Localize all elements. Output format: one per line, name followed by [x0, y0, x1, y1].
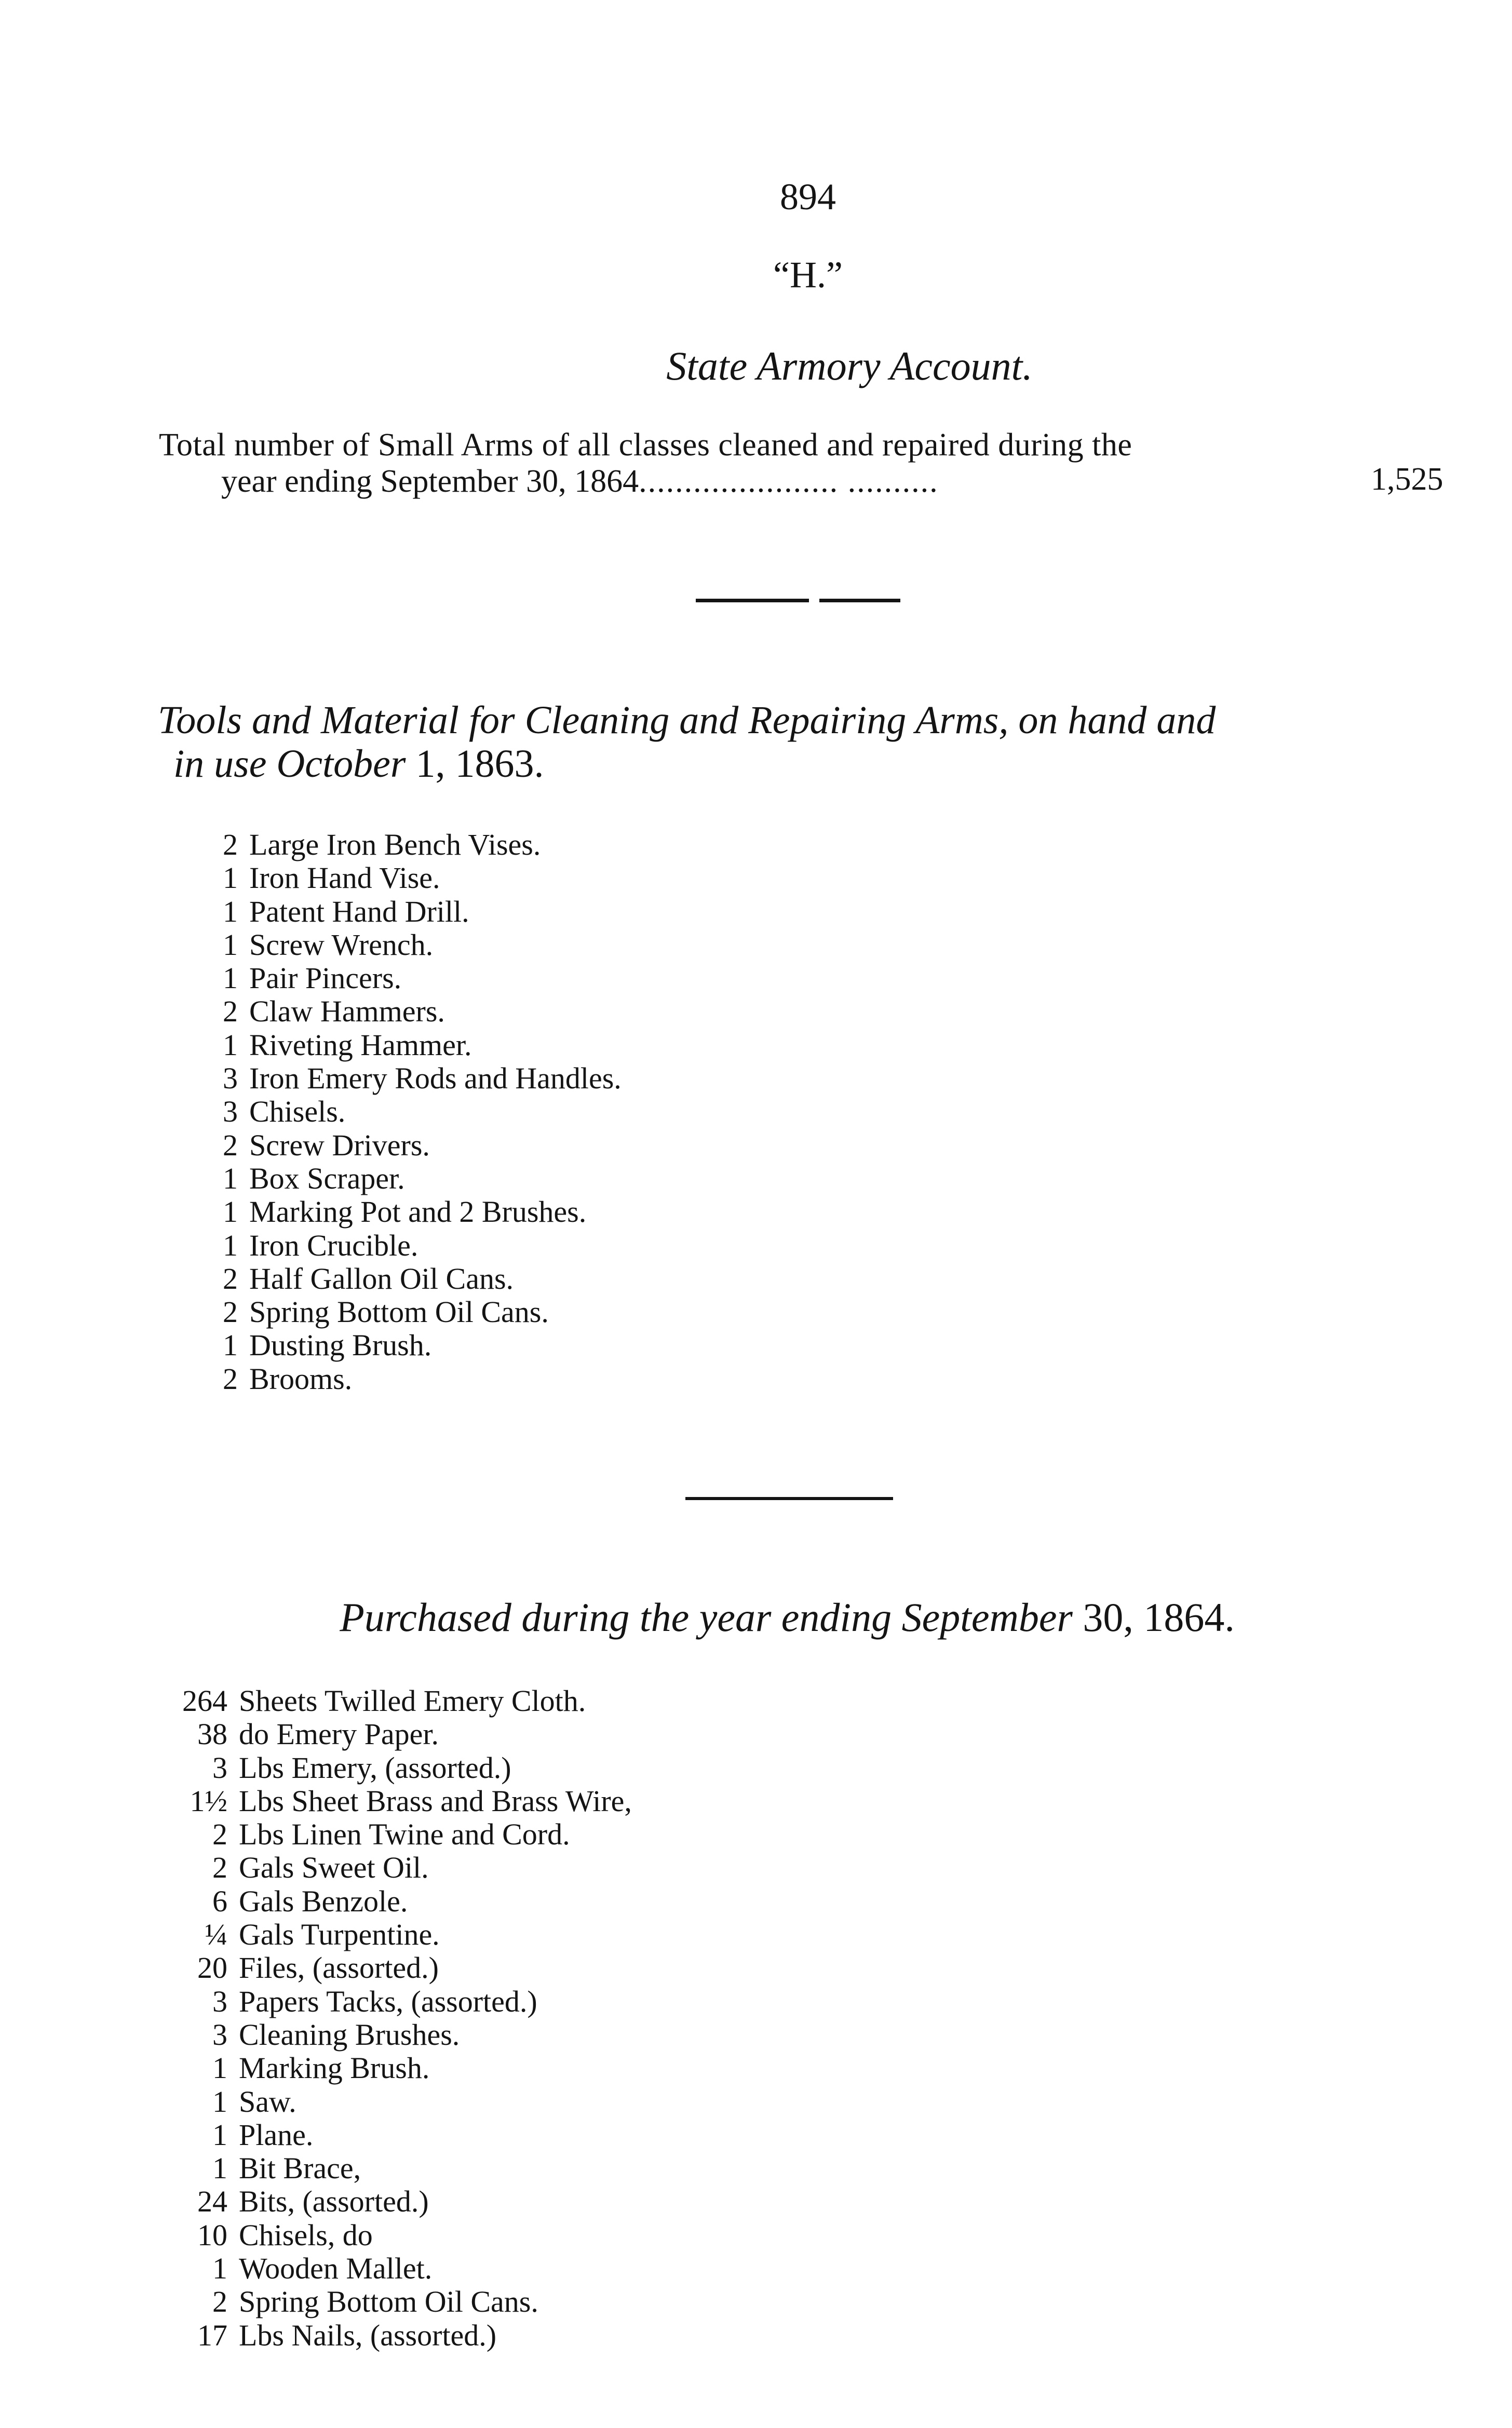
purchased-title-italic: Purchased during the year ending September	[340, 1595, 1073, 1640]
section-divider-rule	[685, 1497, 893, 1500]
list-item	[212, 2051, 632, 2085]
item-description: Files, (assorted.)	[239, 1951, 439, 1985]
item-description: Gals Benzole.	[239, 1884, 408, 1918]
item-description: Iron Hand Vise.	[249, 861, 440, 895]
item-description: Lbs Linen Twine and Cord.	[239, 1817, 570, 1852]
list-item	[197, 1951, 632, 1985]
list-item	[182, 1684, 632, 1718]
item-description: Marking Pot and 2 Brushes.	[249, 1195, 587, 1229]
item-quantity: 3	[223, 1095, 238, 1129]
list-item	[197, 1717, 632, 1751]
section-mark: “H.”	[773, 254, 843, 295]
summary-line-2	[159, 463, 1457, 500]
list-item	[190, 1784, 632, 1818]
item-quantity: 2	[212, 1851, 227, 1885]
tools-title-line-2	[158, 742, 1466, 786]
divider-rule-left	[696, 599, 809, 602]
list-item	[223, 1028, 622, 1062]
item-quantity: 1	[223, 1161, 238, 1195]
list-item	[212, 1884, 632, 1918]
summary-line-2-text: year ending September 30, 1864	[221, 464, 639, 499]
item-quantity: 38	[197, 1717, 227, 1751]
list-item	[212, 1750, 632, 1785]
item-quantity: 6	[212, 1884, 227, 1918]
item-quantity: 2	[212, 2285, 227, 2319]
item-description: Plane.	[239, 2117, 314, 2152]
item-quantity: 24	[197, 2184, 227, 2219]
list-item	[212, 2151, 632, 2186]
item-quantity: 1	[223, 961, 238, 995]
item-quantity: 1	[212, 2084, 227, 2119]
item-description: Cleaning Brushes.	[239, 2017, 460, 2052]
item-description: Pair Pincers.	[249, 961, 402, 995]
list-item	[223, 1195, 622, 1229]
item-quantity: 2	[223, 994, 238, 1029]
item-quantity: 1	[223, 1195, 238, 1229]
item-description: Lbs Sheet Brass and Brass Wire,	[239, 1784, 632, 1818]
list-item	[212, 2251, 632, 2286]
divider-rule-right	[819, 599, 900, 602]
item-quantity: 2	[223, 1128, 238, 1162]
item-quantity: 1	[223, 1328, 238, 1363]
item-quantity: 3	[212, 1984, 227, 2018]
item-quantity: 2	[223, 1361, 238, 1396]
page-number: 894	[780, 176, 836, 218]
total-small-arms-value: 1,525	[1371, 462, 1443, 497]
list-item	[223, 1295, 622, 1329]
item-description: Spring Bottom Oil Cans.	[249, 1295, 549, 1329]
list-item	[197, 2184, 632, 2219]
item-quantity: 17	[197, 2318, 227, 2352]
item-description: Large Iron Bench Vises.	[249, 828, 541, 861]
list-item	[197, 2318, 632, 2352]
item-quantity: 2	[212, 1817, 227, 1852]
item-quantity: 2	[223, 1261, 238, 1296]
item-description: Chisels, do	[239, 2218, 373, 2252]
item-description: Papers Tacks, (assorted.)	[239, 1984, 537, 2018]
item-description: Iron Crucible.	[249, 1228, 419, 1262]
item-description: Saw.	[239, 2084, 296, 2119]
item-quantity: ¼	[205, 1918, 227, 1952]
item-quantity: 2	[223, 828, 238, 861]
item-description: Wooden Mallet.	[239, 2251, 433, 2286]
list-item	[212, 2084, 632, 2119]
item-quantity: 1	[212, 2151, 227, 2186]
item-description: Lbs Emery, (assorted.)	[239, 1750, 511, 1785]
item-description: Lbs Nails, (assorted.)	[239, 2318, 497, 2352]
item-description: Screw Wrench.	[249, 927, 434, 962]
list-item	[197, 2218, 632, 2252]
list-item	[223, 927, 622, 962]
item-quantity: 3	[212, 2017, 227, 2052]
list-item	[212, 1851, 632, 1885]
item-quantity: 264	[182, 1684, 227, 1718]
item-description: Sheets Twilled Emery Cloth.	[239, 1684, 586, 1718]
item-quantity: 1	[223, 861, 238, 895]
tools-list	[223, 828, 622, 1396]
list-item	[212, 2285, 632, 2319]
list-item	[223, 894, 622, 928]
item-quantity: 1½	[190, 1784, 227, 1818]
tools-title-line-1: Tools and Material for Cleaning and Repairing Arms, on hand and	[158, 698, 1216, 742]
item-description: Iron Emery Rods and Handles.	[249, 1061, 622, 1096]
list-item	[223, 961, 622, 995]
item-quantity: 2	[223, 1295, 238, 1329]
list-item	[212, 1984, 632, 2018]
list-item	[223, 1261, 622, 1296]
item-quantity: 1	[223, 927, 238, 962]
item-quantity: 1	[212, 2117, 227, 2152]
item-description: Bits, (assorted.)	[239, 2184, 429, 2219]
list-item	[205, 1918, 632, 1952]
dot-leader: ...................... ..........	[639, 464, 939, 499]
item-description: Gals Turpentine.	[239, 1918, 440, 1952]
purchased-section-title	[31, 1594, 1512, 1641]
summary-paragraph	[159, 427, 1457, 500]
item-quantity: 1	[223, 894, 238, 928]
item-description: do Emery Paper.	[239, 1717, 439, 1751]
list-item	[212, 1817, 632, 1852]
item-quantity: 1	[223, 1028, 238, 1062]
item-description: Riveting Hammer.	[249, 1028, 472, 1062]
page-title: State Armory Account.	[666, 343, 1033, 388]
item-description: Marking Brush.	[239, 2051, 430, 2085]
list-item	[223, 1361, 622, 1396]
item-description: Brooms.	[249, 1361, 353, 1396]
item-description: Half Gallon Oil Cans.	[249, 1261, 514, 1296]
item-description: Gals Sweet Oil.	[239, 1851, 429, 1885]
item-quantity: 3	[212, 1750, 227, 1785]
tools-section-title	[158, 698, 1466, 786]
summary-line-1: Total number of Small Arms of all classes cleaned and repaired during the	[159, 427, 1132, 463]
list-item	[223, 1095, 622, 1129]
purchased-list	[182, 1684, 632, 2352]
list-item	[223, 828, 622, 861]
list-item	[223, 1161, 622, 1195]
list-item	[223, 1061, 622, 1096]
item-quantity: 10	[197, 2218, 227, 2252]
list-item	[223, 1228, 622, 1262]
item-quantity: 1	[223, 1228, 238, 1262]
item-description: Dusting Brush.	[249, 1328, 432, 1363]
item-description: Box Scraper.	[249, 1161, 405, 1195]
item-quantity: 1	[212, 2051, 227, 2085]
item-quantity: 3	[223, 1061, 238, 1096]
list-item	[223, 861, 622, 895]
list-item	[212, 2117, 632, 2152]
item-quantity: 1	[212, 2251, 227, 2286]
item-description: Bit Brace,	[239, 2151, 361, 2186]
list-item	[223, 994, 622, 1029]
tools-title-italic: in use October	[173, 742, 406, 786]
tools-title-date: 1, 1863.	[415, 742, 544, 786]
list-item	[223, 1128, 622, 1162]
list-item	[223, 1328, 622, 1363]
item-description: Patent Hand Drill.	[249, 894, 469, 928]
item-description: Screw Drivers.	[249, 1128, 430, 1162]
list-item	[212, 2017, 632, 2052]
item-quantity: 20	[197, 1951, 227, 1985]
item-description: Spring Bottom Oil Cans.	[239, 2285, 538, 2319]
item-description: Chisels.	[249, 1095, 346, 1129]
purchased-title-date: 30, 1864.	[1083, 1595, 1235, 1640]
item-description: Claw Hammers.	[249, 994, 445, 1029]
